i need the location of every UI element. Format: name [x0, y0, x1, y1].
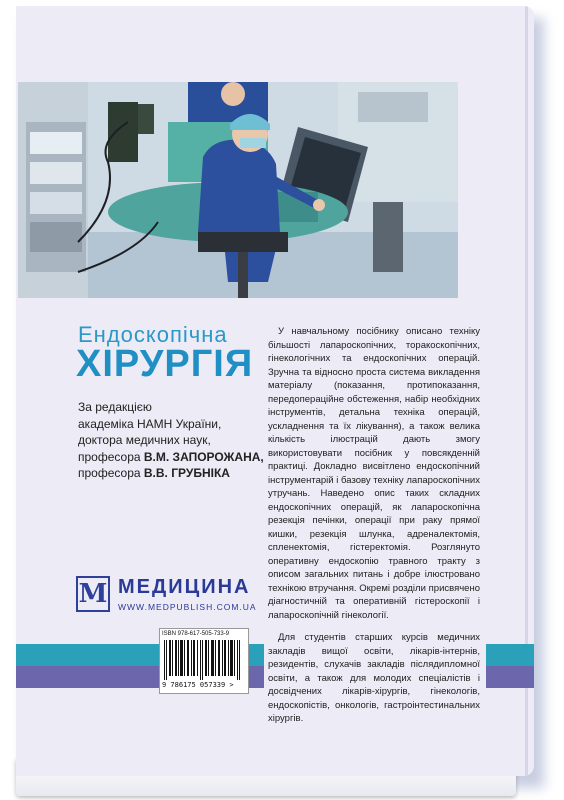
editor-name: В.В. ГРУБНІКА: [143, 466, 230, 480]
book-back-cover: [16, 6, 534, 776]
isbn-label: ISBN 978-617-505-733-9: [162, 631, 230, 637]
barcode-icon: [164, 640, 244, 680]
editors-line: [78, 449, 268, 466]
editors-line: [78, 465, 268, 482]
publisher-block: [76, 576, 266, 616]
audience-text: Для студентів старших курсів медичних закладів вищої освіти, лікарів-інтернів, резидентів, слухачів закладів післядипломної освіти, а також для молодих спеціалістів і досвідчених лікарів-хірургів, гінекологів, ендоскопістів, онкологів, гастроінтестинальних хірургів.: [268, 632, 480, 724]
editor-title: професора: [78, 466, 144, 480]
publisher-logo-icon: М: [76, 576, 110, 612]
description-text: У навчальному посібнику описано техніку більшості лапароскопічних, торакоскопічних, гінекологічних та ендоскопічних операцій. Зручна та відносно проста система викладення матеріалу (показання, протипоказання, передопераційне обстеження, набір необхідних інструментів, детальна техніка операцій, ускладнення та їх лікування), а також велика кількість ілюстрацій дають змогу використовувати посібник у повсякденній практиці. Докладно висвітлено ендоскопічний інструментарій і базову техніку лапароскопічних утручань. Наведено опис таких складних ендоскопічних операцій, як лапароскопічна резекція печінки, операції при раку прямої кишки, резекція шлунка, адреналектомія, спленектомія, гістеректомія. Розглянуто оперативну ендоскопію травного тракту з описом загальних питань і добре ілюстровано технікою втручання. Окремі розділи присвячено діагностичній та оперативній гістероскопії і лапароскопічній гінекології.: [268, 326, 480, 621]
title-line-1: Ендоскопічна: [78, 322, 228, 347]
barcode-number: 9 786175 057339 >: [162, 681, 234, 689]
editors-line: доктора медичних наук,: [78, 433, 211, 447]
publisher-name: МЕДИЦИНА: [118, 576, 251, 598]
publisher-url: WWW.MEDPUBLISH.COM.UA: [118, 602, 257, 612]
editors-block: [78, 399, 268, 482]
title-line-2: ХІРУРГІЯ: [76, 343, 254, 385]
editor-title: професора: [78, 449, 144, 464]
editor-name: В.М. ЗАПОРОЖАНА,: [143, 449, 264, 464]
isbn-barcode: [159, 628, 249, 694]
editors-line: академіка НАМН України,: [78, 416, 222, 431]
description-block: [268, 325, 480, 726]
surgery-photo-icon: [18, 82, 458, 298]
editors-line: За редакцією: [78, 400, 152, 414]
